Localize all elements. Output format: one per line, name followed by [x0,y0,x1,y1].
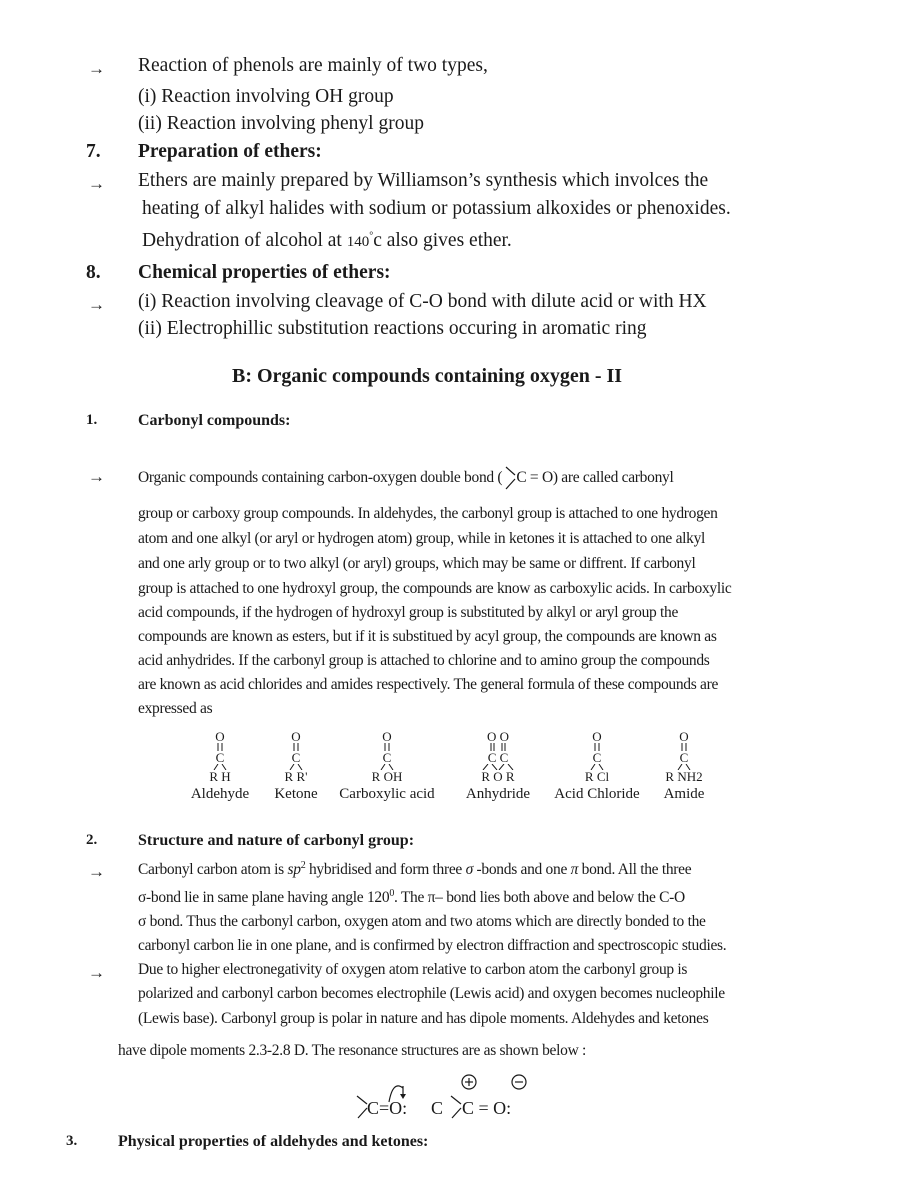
aldehyde-label: Aldehyde [190,786,250,802]
resonance-structures [355,1068,555,1128]
acid-chloride-label: Acid Chloride [554,786,640,802]
subsection-1-heading: Carbonyl compounds: [138,412,291,429]
arrow-bullet: → [88,467,105,486]
arrow-bullet: → [88,59,105,78]
carbonyl-para-line-7: acid anhydrides. If the carbonyl group is attached to chlorine and to amino group the compounds [138,652,710,669]
carbonyl-para-line-1: group or carboxy group compounds. In aldehydes, the carbonyl group is attached to one hydrogen [138,505,718,522]
carbonyl-para-line-4: group is attached to one hydroxyl group, the compounds are know as carboxylic acids. In carboxylic [138,580,732,597]
anhydride-structure: O O C C R O R Anhydride [458,730,538,802]
acid-chloride-structure: O C R Cl Acid Chloride [546,730,648,802]
section-7-heading: Preparation of ethers: [138,141,322,162]
structure-line-4: carbonyl carbon lie in one plane, and is confirmed by electron diffraction and spectroscopic studies. [138,937,727,954]
arrow-bullet: → [88,295,105,314]
polarity-line-2: polarized and carbonyl carbon becomes electrophile (Lewis acid) and oxygen becomes nucleophile [138,985,725,1002]
temperature-value: 140 [346,234,370,250]
svg-text:C = O:: C = O: [462,1098,512,1118]
amide-structure: O C R NH2 Amide [656,730,712,802]
anhydride-label: Anhydride [465,786,531,802]
subsection-2-heading: Structure and nature of carbonyl group: [138,832,415,849]
structure-line-2: σ-bond lie in same plane having angle $120^0$. The π– bond lies both above and below the C-O [138,888,685,907]
structure-line-1: Carbonyl carbon atom is $sp^2$ hybridised and form three σ -bonds and one π bond. All the three [138,860,692,879]
subsection-2-number: 2. [86,832,98,848]
structure-line-3: σ bond. Thus the carbonyl carbon, oxygen atom and two atoms which are directly bonded to the [138,913,706,930]
dehydration-text-end: c also gives ether. [373,230,512,251]
arrow-bullet: → [88,174,105,193]
carbonyl-intro-text: Organic compounds containing carbon-oxygen double bond ( [138,469,503,486]
svg-text:C: C [431,1098,444,1118]
section-8-item-2: (ii) Electrophillic substitution reactions occuring in aromatic ring [138,318,647,339]
carbonyl-intro-text-end: are called carbonyl [557,469,674,486]
resonance-diagram-icon [355,1068,555,1128]
phenols-intro: Reaction of phenols are mainly of two types, [138,55,488,76]
carbonyl-para-line-6: compounds are known as esters, but if it is substitued by acyl group, the compounds are known as [138,628,717,645]
ketone-structure: O C R R' Ketone [268,730,324,802]
ketone-label: Ketone [274,786,318,802]
polarity-line-1: Due to higher electronegativity of oxygen atom relative to carbon atom the carbonyl group is [138,961,688,978]
amide-label: Amide [663,786,705,802]
degree-symbol: ° [369,230,374,242]
section-8-heading: Chemical properties of ethers: [138,262,391,283]
carbonyl-formula: C = O) [516,469,558,486]
svg-text:C=O:: C=O: [367,1098,408,1118]
dehydration-text: Dehydration of alcohol at [142,230,347,251]
carbonyl-para-line-5: acid compounds, if the hydrogen of hydroxyl group is substituted by alkyl or aryl group the [138,604,679,621]
carbonyl-para-line-2: atom and one alkyl (or aryl or hydrogen atom) group, while in ketones it is attached to one alkyl [138,530,706,547]
phenols-item-2: (ii) Reaction involving phenyl group [138,113,424,134]
part-b-title: B: Organic compounds containing oxygen - II [232,365,623,387]
carboxylic-acid-structure: O C R OH Carboxylic acid [332,730,442,802]
phenols-item-1: (i) Reaction involving OH group [138,86,394,107]
section-7-number: 7. [86,141,101,162]
polarity-line-3: (Lewis base). Carbonyl group is polar in nature and has dipole moments. Aldehydes and ketones [138,1010,709,1027]
arrow-bullet: → [88,862,105,881]
aldehyde-structure: O C R H Aldehyde [180,730,260,802]
subsection-3-number: 3. [66,1133,78,1149]
section-8-number: 8. [86,262,101,283]
arrow-bullet: → [88,963,105,982]
section-8-item-1: (i) Reaction involving cleavage of C-O bond with dilute acid or with HX [138,291,707,312]
carbonyl-bond-icon [504,465,516,491]
section-7-line-1: Ethers are mainly prepared by Williamson’s synthesis which involces the [138,170,709,191]
carbonyl-para-line-3: and one arly group or to two alkyl (or aryl) groups, which may be same or diffrent. If carbonyl [138,555,696,572]
subsection-1-number: 1. [86,412,98,428]
carbonyl-para-line-9: expressed as [138,700,213,717]
polarity-line-4: have dipole moments 2.3-2.8 D. The resonance structures are as shown below : [118,1042,587,1059]
subsection-3-heading: Physical properties of aldehydes and ketones: [118,1133,429,1150]
carbonyl-para-line-8: are known as acid chlorides and amides respectively. The general formula of these compounds are [138,676,719,693]
section-7-line-2: heating of alkyl halides with sodium or potassium alkoxides or phenoxides. [142,198,731,219]
carbonyl-intro-line [138,465,673,491]
section-7-line-3 [142,230,512,252]
carboxylic-acid-label: Carboxylic acid [339,786,435,802]
